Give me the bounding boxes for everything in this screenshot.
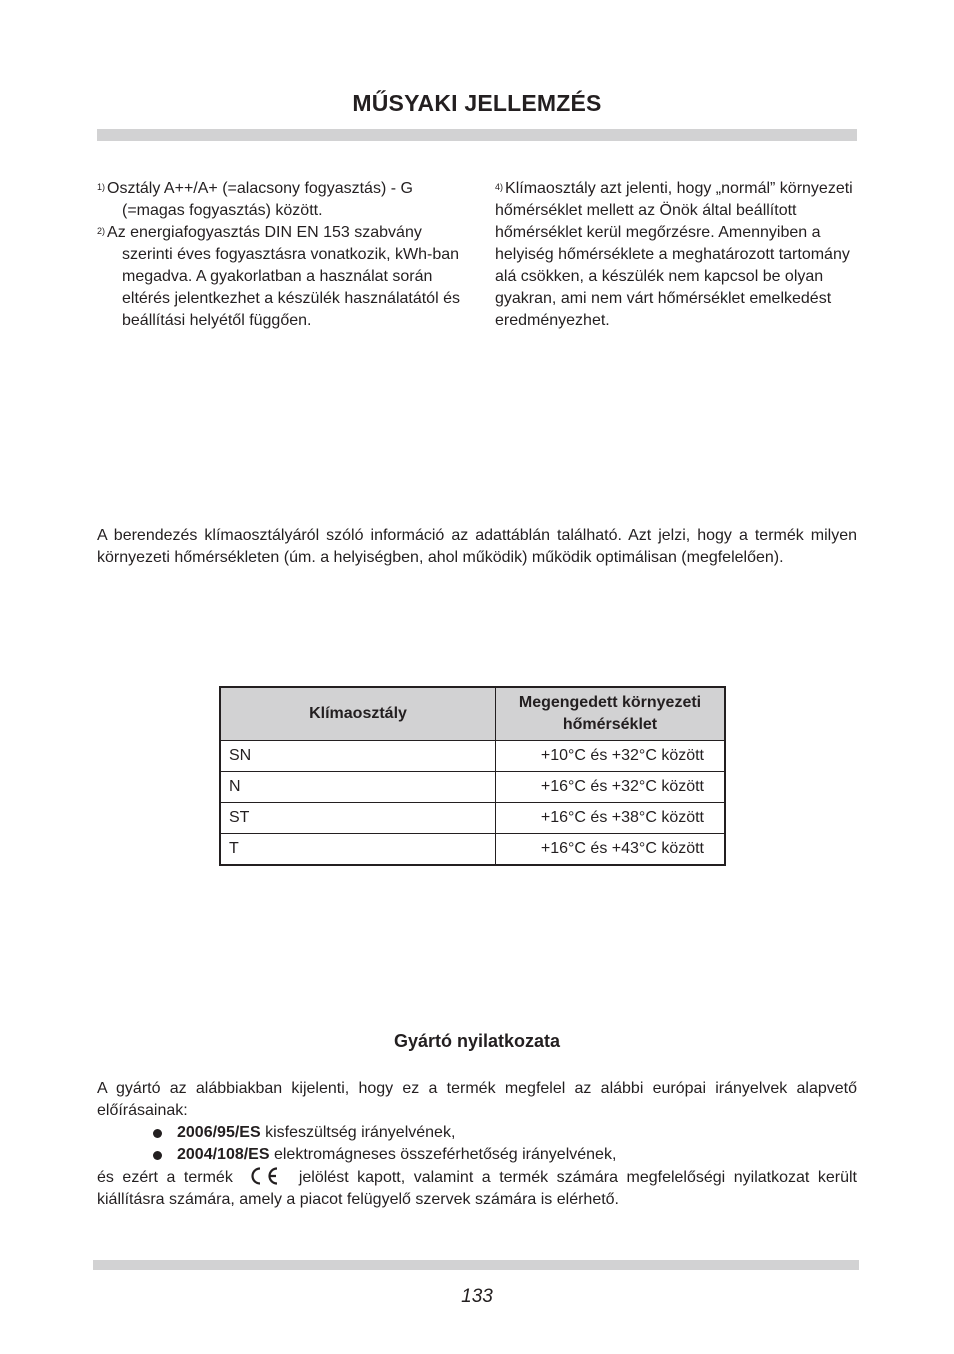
ce-mark-icon [247,1166,281,1186]
climate-class-cell: N [220,772,496,803]
declaration-closing [97,1166,857,1211]
column-header-class: Klímaosztály [220,687,496,741]
directive-text: elektromágneses összeférhetőség irányelvének, [269,1146,617,1163]
temperature-range-cell: +16°C és +43°C között [496,834,726,866]
table-row [220,772,725,803]
directive-text: kisfeszültség irányelvének, [260,1124,456,1141]
climate-class-table [219,686,726,866]
bullet-icon [153,1151,162,1160]
closing-after: jelölést kapott, valamint a termék számára megfelelőségi nyilatkozat került kiállításra számára, amely a piacot felügyelő szervek számára is elérhető. [97,1169,857,1208]
header-divider [97,129,857,141]
footnotes-left [97,178,467,332]
footnote-mark: 1) [97,182,106,192]
table-row [220,741,725,772]
footnote-4 [495,178,865,332]
directive-item [97,1122,857,1144]
page-number: 133 [461,1286,493,1307]
directive-item [97,1144,857,1166]
directive-code: 2006/95/ES [177,1124,261,1141]
declaration-body [97,1078,857,1211]
footnotes-right [495,178,865,332]
table-header-row [220,687,725,741]
table-row [220,803,725,834]
column-header-temperature: Megengedett környezeti hőmérséklet [496,687,726,741]
footnote-1 [97,178,467,222]
climate-class-cell: SN [220,741,496,772]
footnote-mark: 4) [495,182,504,192]
intro-paragraph: A berendezés klímaosztályáról szóló információ az adattáblán található. Azt jelzi, hogy a termék milyen környezeti hőmérsékleten (úm. a helyiségben, ahol működik) működik optimálisan (megfelelően). [97,527,857,566]
temperature-range-cell: +16°C és +38°C között [496,803,726,834]
page-title: MŰSYAKI JELLEMZÉS [352,90,602,116]
climate-class-cell: T [220,834,496,866]
footnote-2 [97,222,467,332]
closing-before: és ezért a termék [97,1169,233,1186]
footnote-text: Klímaosztály azt jelenti, hogy „normál” környezeti hőmérséklet mellett az Önök által beállított hőmérséklet kerül megőrzésre. Amennyiben a helyiség hőmérséklete a meghatározott tartomány alá csökken, a készülék nem kapcsol be olyan gyakran, ami nem várt hőmérséklet emelkedést eredményezhet. [495,180,853,329]
footnote-text: Az energiafogyasztás DIN EN 153 szabvány szerinti éves fogyasztásra vonatkozik, kWh-ban megadva. A gyakorlatban a használat során eltérés jelentkezhet a készülék használatától és beállítási helyétől függően. [107,224,460,329]
declaration-intro: A gyártó az alábbiakban kijelenti, hogy ez a termék megfelel az alábbi európai irányelvek alapvető előírásainak: [97,1080,857,1119]
climate-class-cell: ST [220,803,496,834]
temperature-range-cell: +10°C és +32°C között [496,741,726,772]
directive-code: 2004/108/ES [177,1146,270,1163]
temperature-range-cell: +16°C és +32°C között [496,772,726,803]
table-row [220,834,725,866]
bullet-icon [153,1129,162,1138]
footnote-mark: 2) [97,226,106,236]
footer-divider [93,1260,859,1270]
declaration-heading: Gyártó nyilatkozata [393,1031,561,1051]
footnote-text: Osztály A++/A+ (=alacsony fogyasztás) - G (=magas fogyasztás) között. [107,180,413,219]
